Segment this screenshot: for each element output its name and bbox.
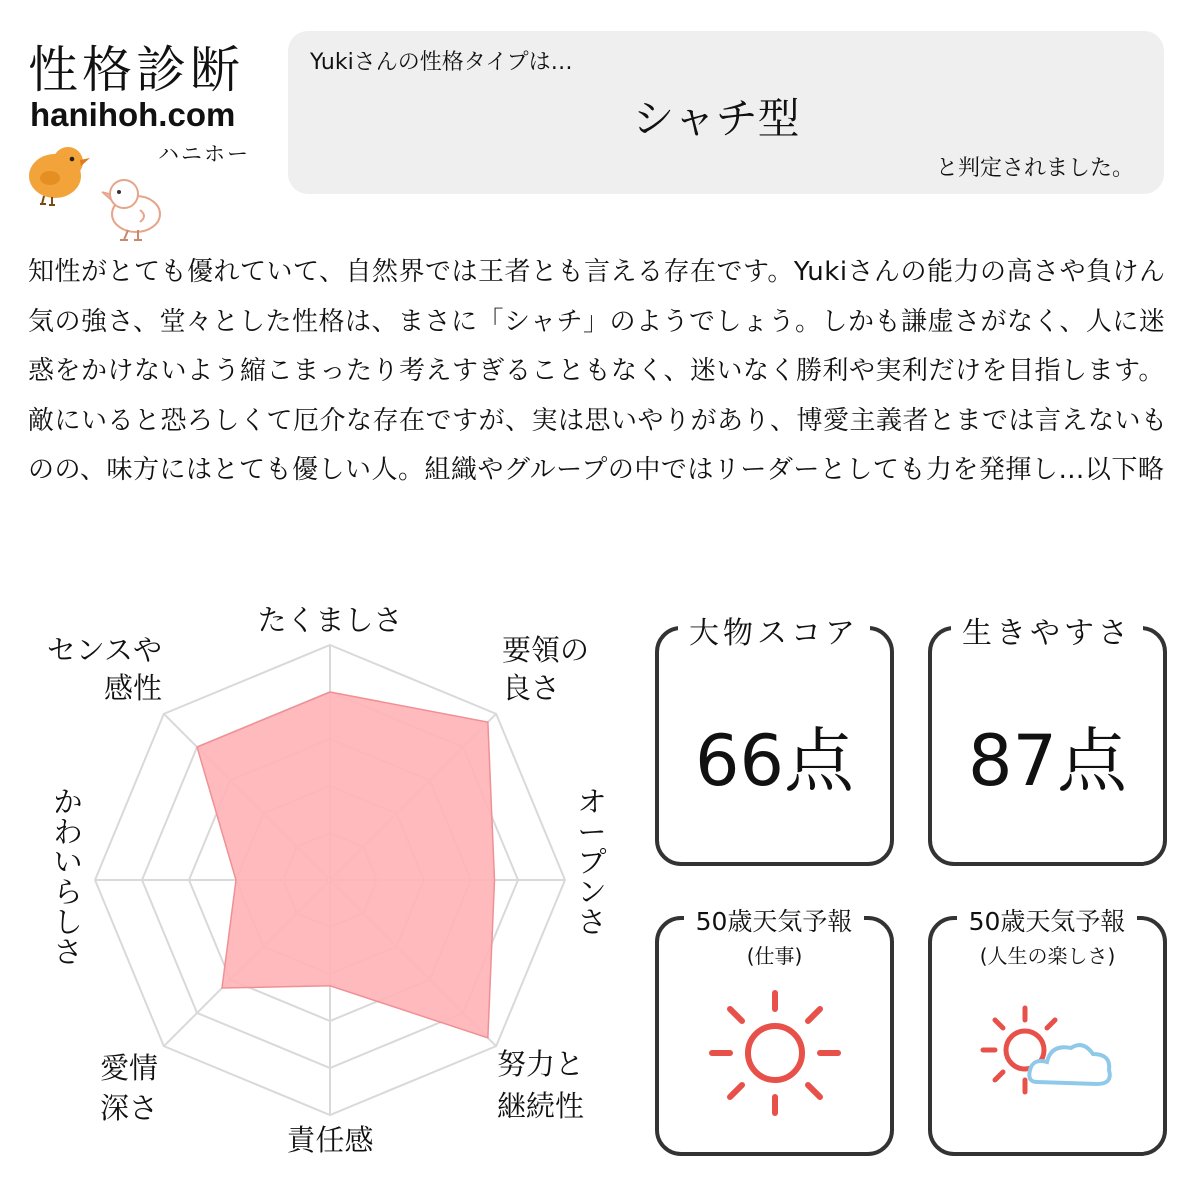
ikiyasusa-score: 87点 — [967, 720, 1128, 802]
radar-label-openness: オープンさ — [577, 785, 607, 939]
card-forecast-life-title: 50歳天気予報 — [957, 902, 1137, 938]
card-forecast-work-subtitle: (仕事) — [746, 944, 803, 968]
description-paragraph-1: 知性がとても優れていて、自然界では王者とも言える存在です。Yukiさんの能力の高さや負けん気の強さ、堂々とした性格は、まさに「シャチ」のようでしょう。しかも謙虚さがなく、人に迷惑をかけないよう縮こまったり考えすぎることもなく、迷いなく勝利や実利だけを目指します。 — [28, 257, 1166, 386]
radar-label-aijou-2: 深さ — [99, 1091, 158, 1125]
card-forecast-life-subtitle: (人生の楽しさ) — [979, 944, 1116, 968]
sun-cloud-icon — [975, 1000, 1125, 1100]
logo-title: 性格診断 — [28, 41, 244, 99]
omono-score: 66点 — [694, 720, 855, 802]
radar-label-aijou-1: 愛情 — [99, 1051, 158, 1085]
radar-label-kawairashisa: かわいらしさ — [53, 785, 83, 969]
radar-label-sense-1: センスや — [46, 633, 162, 667]
radar-label-doryoku-1: 努力と — [497, 1047, 585, 1081]
radar-label-doryoku-2: 継続性 — [497, 1089, 585, 1123]
radar-label-sense-2: 感性 — [103, 671, 162, 705]
sun-icon — [700, 985, 850, 1125]
radar-label-youryou-2: 良さ — [502, 671, 561, 705]
card-forecast-work-title: 50歳天気予報 — [684, 902, 864, 938]
logo-domain[interactable]: hanihoh.com — [30, 96, 236, 133]
result-intro: Yukiさんの性格タイプは… — [310, 50, 573, 75]
radar-label-youryou-1: 要領の — [502, 633, 590, 667]
description-paragraph-2: 敵にいると恐ろしくて厄介な存在ですが、実は思いやりがあり、博愛主義者とまでは言えないものの、味方にはとても優しい人。組織やグループの中ではリーダーとしても力を発揮し…以下略 — [28, 405, 1168, 485]
logo-kana: ハニホー — [158, 142, 250, 166]
card-ikiyasusa-title: 生きやすさ — [951, 608, 1143, 652]
card-omono-title: 大物スコア — [678, 608, 870, 652]
radar-label-sekininkan: 責任感 — [286, 1123, 374, 1157]
result-outro: と判定されました。 — [935, 156, 1134, 181]
radar-label-takumashisa: たくましさ — [257, 603, 403, 637]
result-type: シャチ型 — [632, 94, 800, 143]
